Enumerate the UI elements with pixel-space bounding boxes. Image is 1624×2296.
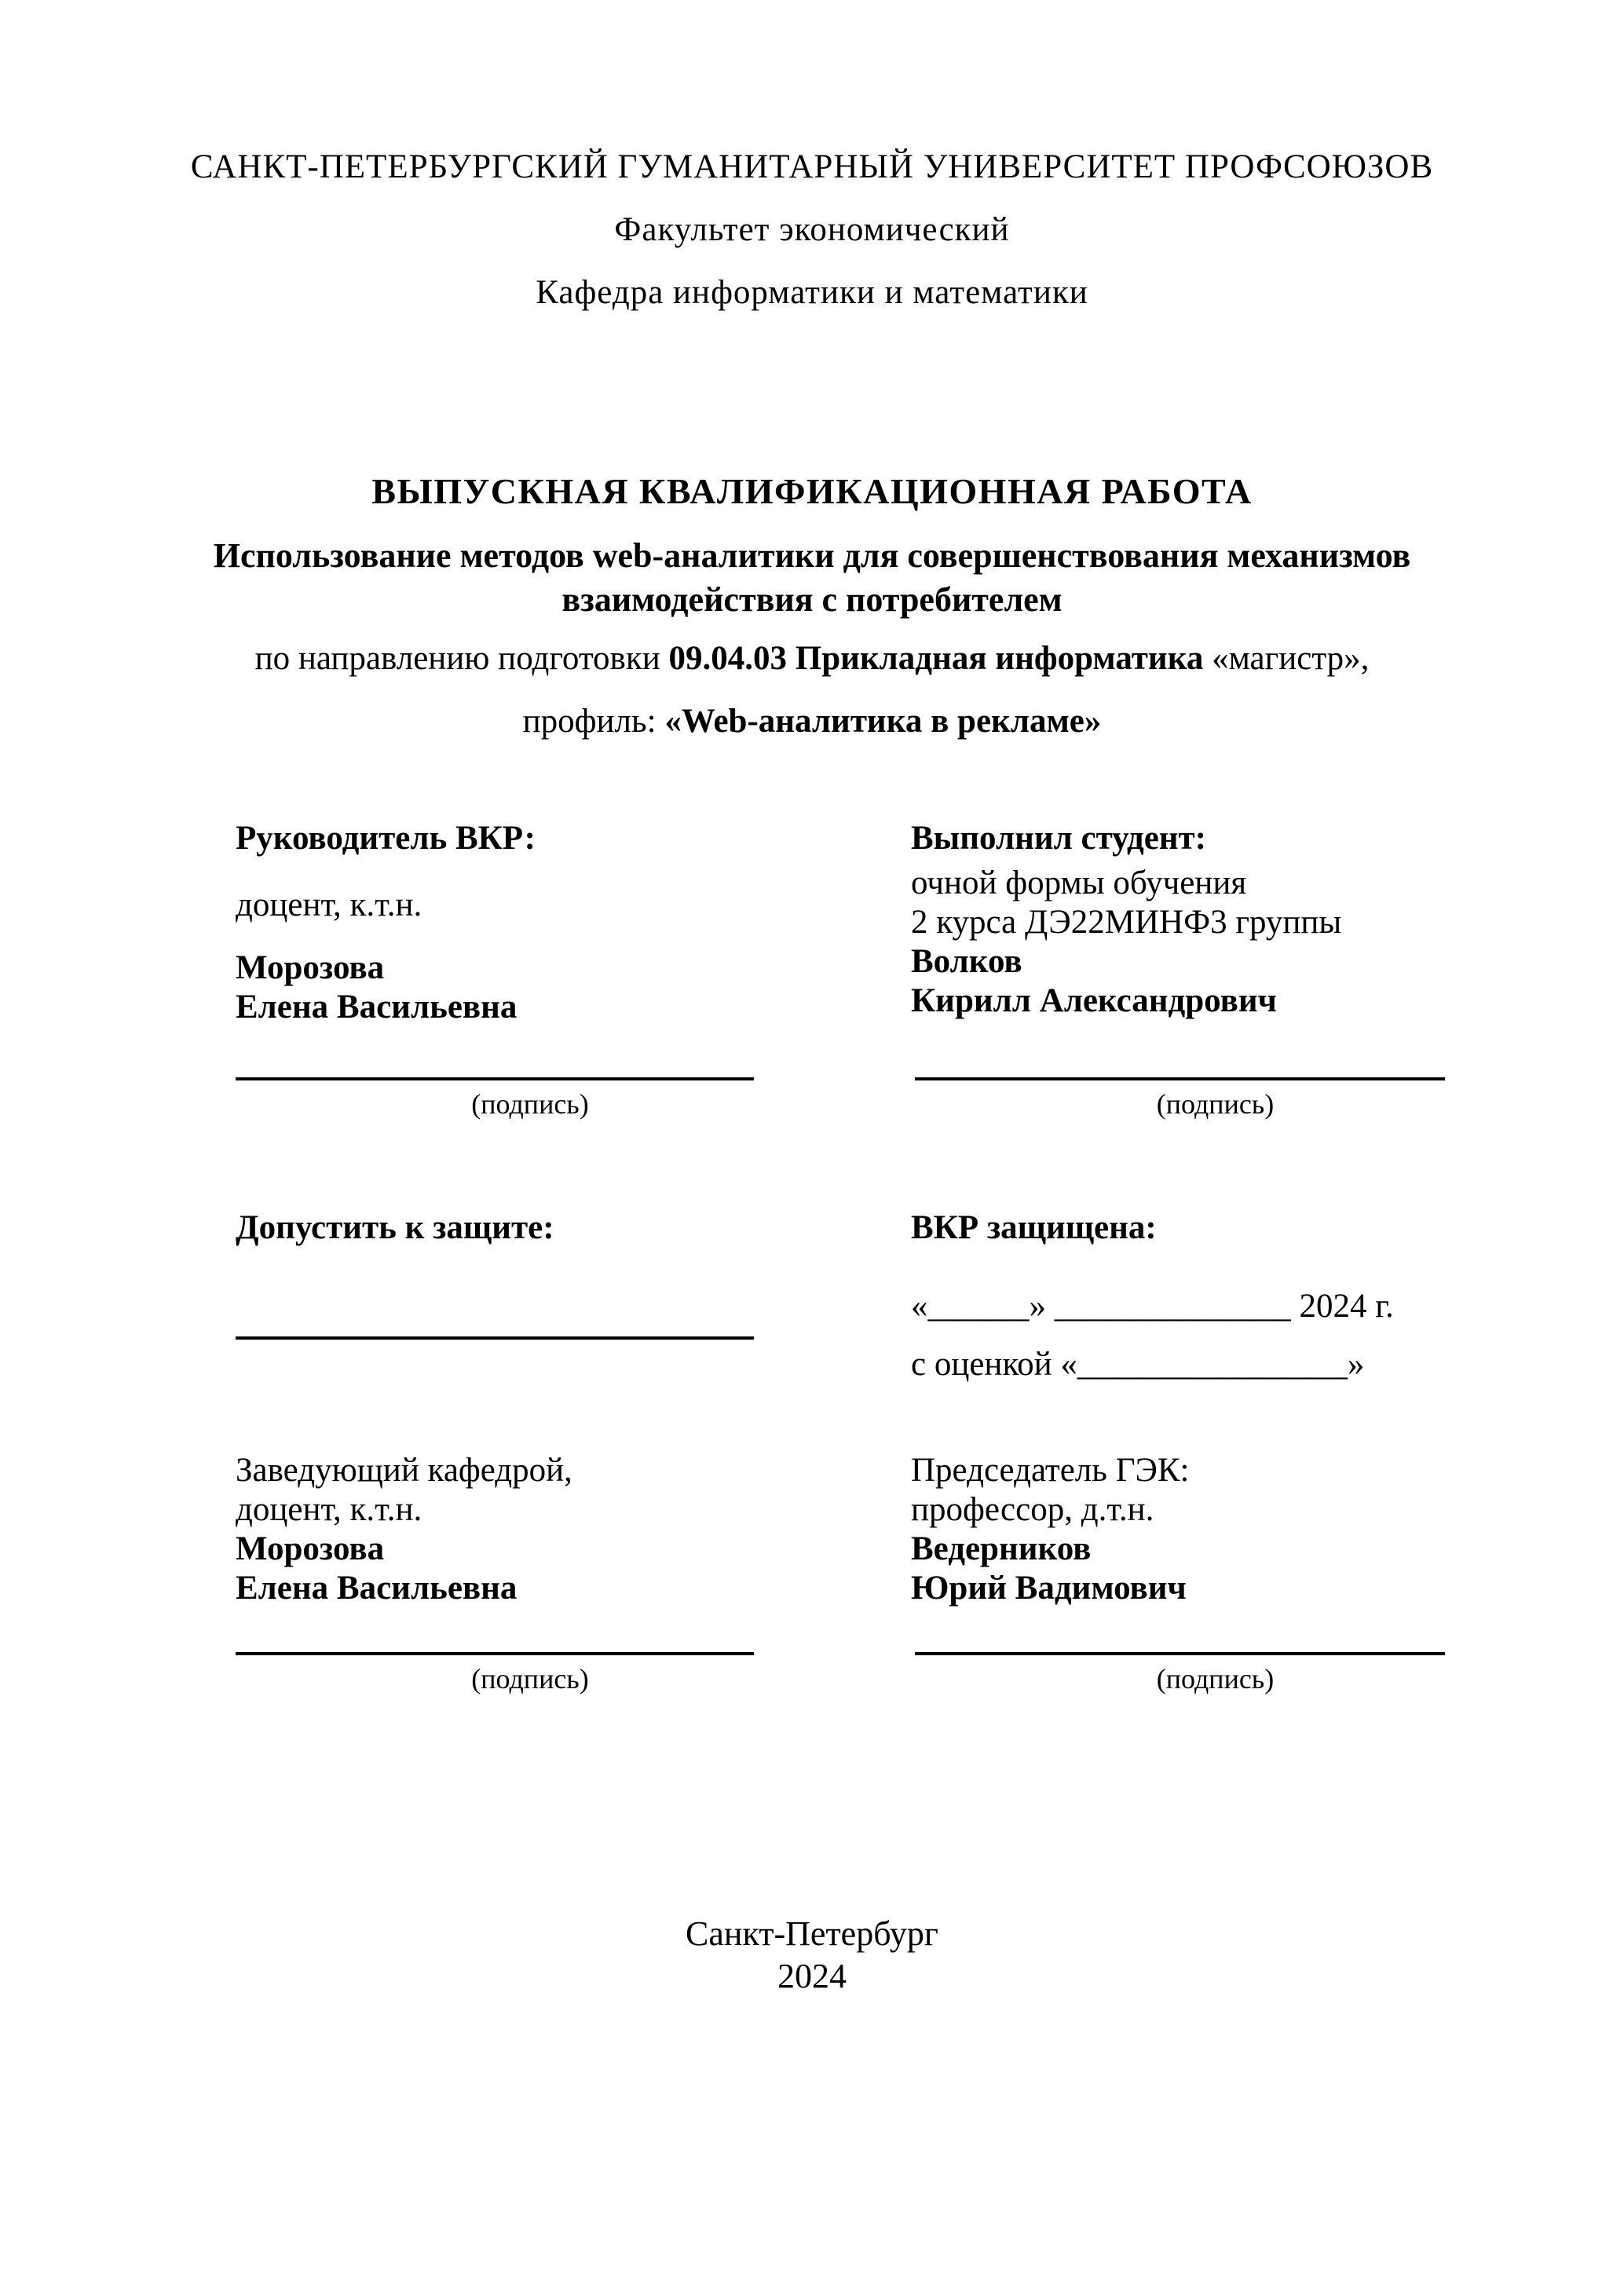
supervisor-degree: доцент, к.т.н. xyxy=(236,887,422,923)
direction-prefix: по направлению подготовки xyxy=(254,640,669,677)
defense-block xyxy=(911,1208,1445,1385)
signature-row-1 xyxy=(236,1077,1445,1121)
student-label: Выполнил студент: xyxy=(911,820,1206,857)
signature-row-3 xyxy=(236,1652,1445,1696)
document-header xyxy=(0,146,1624,335)
title-block xyxy=(0,470,1624,743)
university-name: САНКТ-ПЕТЕРБУРГСКИЙ ГУМАНИТАРНЫЙ УНИВЕРСИТЕТ ПРОФСОЮЗОВ xyxy=(190,148,1434,185)
signature-line xyxy=(915,1652,1445,1655)
defense-label: ВКР защищена: xyxy=(911,1209,1157,1246)
chairman-degree: профессор, д.т.н. xyxy=(911,1491,1154,1528)
signature-line xyxy=(236,1077,754,1080)
admission-defense-row xyxy=(236,1208,1445,1385)
defense-grade-line: с оценкой «________________» xyxy=(911,1346,1365,1383)
faculty-name: Факультет экономический xyxy=(614,211,1010,248)
defense-date-line: «______» ______________ 2024 г. xyxy=(911,1288,1394,1325)
head-signature xyxy=(236,1652,754,1696)
thesis-title: Использование методов web-аналитики для совершенствования механизмов взаимодействия с потребителем xyxy=(213,536,1411,619)
signature-line xyxy=(915,1077,1445,1080)
chairman-surname: Ведерников xyxy=(911,1530,1092,1567)
footer-year: 2024 xyxy=(777,1957,847,1995)
signature-caption: (подпись) xyxy=(471,1088,589,1120)
supervisor-label: Руководитель ВКР: xyxy=(236,820,536,857)
head-surname: Морозова xyxy=(236,1530,385,1567)
department-name: Кафедра информатики и математики xyxy=(536,274,1088,311)
profile-line xyxy=(0,700,1624,743)
document-footer xyxy=(0,1913,1624,1998)
student-name: Кирилл Александрович xyxy=(911,982,1277,1019)
signature-caption: (подпись) xyxy=(1156,1663,1275,1695)
student-signature xyxy=(915,1077,1445,1121)
work-type-title: ВЫПУСКНАЯ КВАЛИФИКАЦИОННАЯ РАБОТА xyxy=(371,471,1253,511)
supervisor-surname: Морозова xyxy=(236,949,385,986)
supervisor-student-row xyxy=(236,818,1445,1027)
direction-suffix: «магистр», xyxy=(1203,640,1370,677)
signature-line xyxy=(236,1652,754,1655)
student-surname: Волков xyxy=(911,943,1022,980)
supervisor-signature xyxy=(236,1077,754,1121)
signature-caption: (подпись) xyxy=(471,1663,589,1695)
direction-line xyxy=(0,638,1624,680)
student-study-form: очной формы обучения xyxy=(911,865,1247,901)
admission-block xyxy=(236,1208,777,1340)
supervisor-name: Елена Васильевна xyxy=(236,989,518,1026)
signature-line xyxy=(236,1336,754,1340)
admission-label: Допустить к защите: xyxy=(236,1209,554,1246)
head-of-department-block xyxy=(236,1451,777,1608)
profile-prefix: профиль: xyxy=(522,703,665,740)
chairman-signature xyxy=(915,1652,1445,1696)
direction-code: 09.04.03 Прикладная информатика xyxy=(668,640,1204,677)
signature-caption: (подпись) xyxy=(1156,1088,1275,1120)
student-block xyxy=(911,818,1445,1021)
footer-city: Санкт-Петербург xyxy=(686,1914,938,1953)
chairman-position: Председатель ГЭК: xyxy=(911,1452,1190,1489)
head-position: Заведующий кафедрой, xyxy=(236,1452,572,1489)
chairman-name: Юрий Вадимович xyxy=(911,1570,1187,1607)
supervisor-block xyxy=(236,818,777,1027)
officials-row xyxy=(236,1451,1445,1608)
profile-value: «Web-аналитика в рекламе» xyxy=(664,703,1102,740)
student-group: 2 курса ДЭ22МИНФ3 группы xyxy=(911,904,1342,941)
head-name: Елена Васильевна xyxy=(236,1570,518,1607)
gec-chairman-block xyxy=(911,1451,1445,1608)
head-degree: доцент, к.т.н. xyxy=(236,1491,422,1528)
